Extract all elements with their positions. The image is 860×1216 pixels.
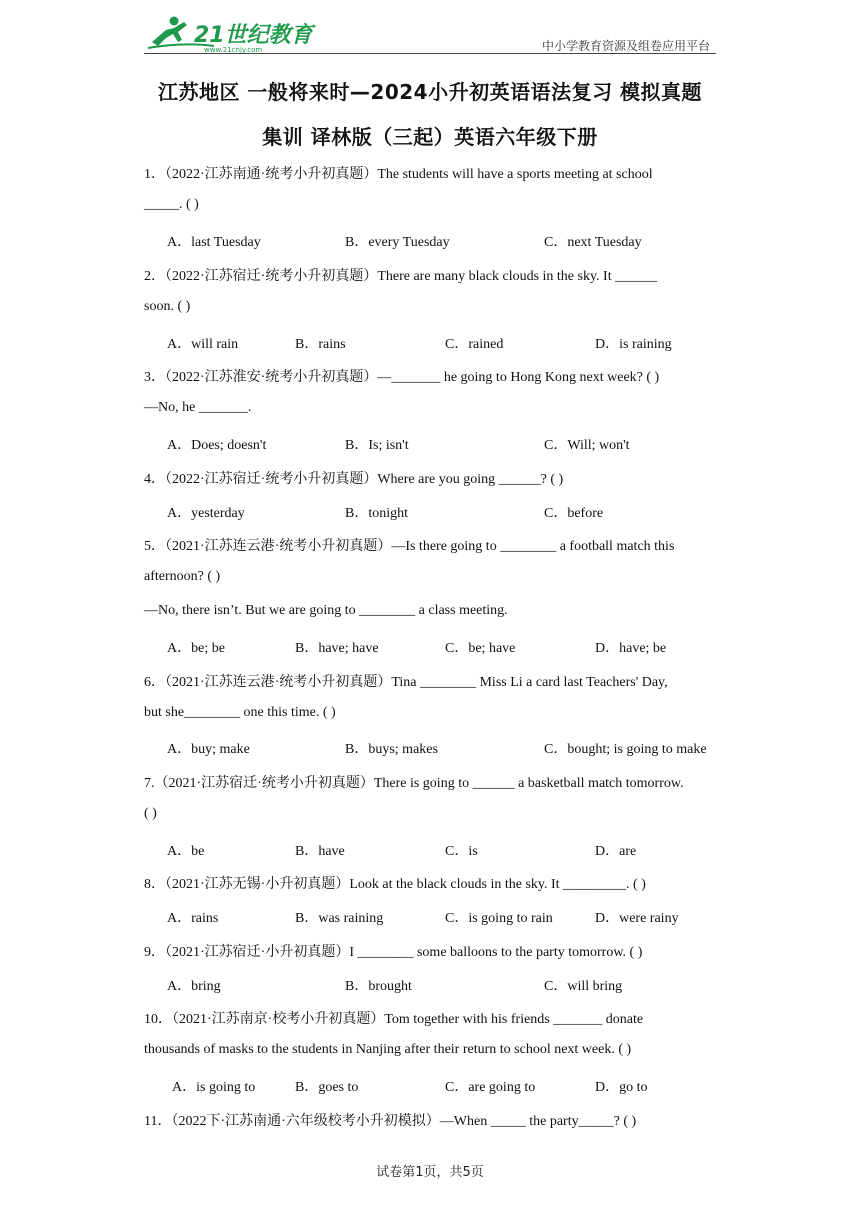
question-text: 7.（2021·江苏宿迁·统考小升初真题）There is going to ______ a basketball match tomorrow.	[144, 776, 684, 791]
question-text: 9．（2021·江苏宿迁·小升初真题）I ________ some balloons to the party tomorrow. ( )	[144, 945, 643, 960]
option-b: B．every Tuesday	[345, 235, 450, 250]
option-c: C．next Tuesday	[544, 235, 642, 250]
question-text: 3．（2022·江苏淮安·统考小升初真题）—_______ he going to Hong Kong next week? ( )	[144, 370, 660, 385]
option-c: C．will bring	[544, 979, 623, 994]
logo-text: 21世纪教育	[194, 23, 313, 48]
option-a: A．yesterday	[167, 506, 245, 521]
option-a: A．rains	[167, 911, 219, 926]
logo-url: www.21cnjy.com	[204, 46, 263, 54]
option-d: D．were rainy	[595, 911, 679, 926]
option-b: B．have	[295, 844, 345, 859]
option-d: D．go to	[595, 1080, 648, 1095]
page-footer: 试卷第1页，共5页	[376, 1165, 484, 1180]
option-d: D．are	[595, 844, 637, 859]
option-c: C．is	[445, 844, 478, 859]
logo-21cnjy	[144, 12, 324, 54]
option-d: D．have; be	[595, 641, 667, 656]
question-text: but she________ one this time. ( )	[144, 705, 336, 720]
option-b: B．have; have	[295, 641, 379, 656]
option-b: B．buys; makes	[345, 742, 438, 757]
option-d: D．is raining	[595, 337, 672, 352]
question-text: 6．（2021·江苏连云港·统考小升初真题）Tina ________ Miss Li a card last Teachers' Day,	[144, 675, 668, 690]
option-a: A．be; be	[167, 641, 225, 656]
question-text: thousands of masks to the students in Nanjing after their return to school next week. ( )	[144, 1042, 632, 1057]
question-text: 4．（2022·江苏宿迁·统考小升初真题）Where are you going ______? ( )	[144, 472, 564, 487]
option-a: A．is going to	[172, 1080, 256, 1095]
option-c: C．is going to rain	[445, 911, 553, 926]
question-text: _____. ( )	[144, 197, 199, 212]
option-c: C．bought; is going to make	[544, 742, 707, 757]
option-a: A．last Tuesday	[167, 235, 261, 250]
platform-name: 中小学教育资源及组卷应用平台	[541, 39, 710, 53]
question-text: 8．（2021·江苏无锡·小升初真题）Look at the black clouds in the sky. It _________. ( )	[144, 877, 646, 892]
option-b: B．goes to	[295, 1080, 359, 1095]
option-a: A．Does; doesn't	[167, 438, 267, 453]
option-b: B．tonight	[345, 506, 409, 521]
option-c: C．are going to	[445, 1080, 536, 1095]
question-text: —No, there isn’t. But we are going to ________ a class meeting.	[144, 603, 508, 618]
question-text: ( )	[144, 806, 157, 821]
option-a: A．will rain	[167, 337, 239, 352]
document-title-line1: 江苏地区 一般将来时—2024小升初英语语法复习 模拟真题	[157, 80, 703, 104]
option-b: B．brought	[345, 979, 412, 994]
question-text: afternoon? ( )	[144, 569, 221, 584]
option-c: C．before	[544, 506, 604, 521]
option-b: B．rains	[295, 337, 346, 352]
question-text: 5．（2021·江苏连云港·统考小升初真题）—Is there going to ________ a football match this	[144, 539, 675, 554]
question-text: —No, he _______.	[144, 400, 252, 415]
option-b: B．Is; isn't	[345, 438, 409, 453]
question-text: 1．（2022·江苏南通·统考小升初真题）The students will have a sports meeting at school	[144, 167, 653, 182]
document-title-line2: 集训 译林版（三起）英语六年级下册	[262, 125, 598, 149]
option-a: A．buy; make	[167, 742, 250, 757]
option-b: B．was raining	[295, 911, 384, 926]
header-divider	[144, 53, 716, 54]
page-header	[144, 12, 716, 54]
question-text: 10．（2021·江苏南京·校考小升初真题）Tom together with his friends _______ donate	[144, 1012, 644, 1027]
option-a: A．bring	[167, 979, 221, 994]
question-text: soon. ( )	[144, 299, 191, 314]
question-text: 11．（2022下·江苏南通·六年级校考小升初模拟）—When _____ the party_____? ( )	[144, 1114, 637, 1129]
option-c: C．rained	[445, 337, 504, 352]
question-text: 2．（2022·江苏宿迁·统考小升初真题）There are many black clouds in the sky. It ______	[144, 269, 658, 284]
option-a: A．be	[167, 844, 205, 859]
option-c: C．Will; won't	[544, 438, 630, 453]
option-c: C．be; have	[445, 641, 516, 656]
